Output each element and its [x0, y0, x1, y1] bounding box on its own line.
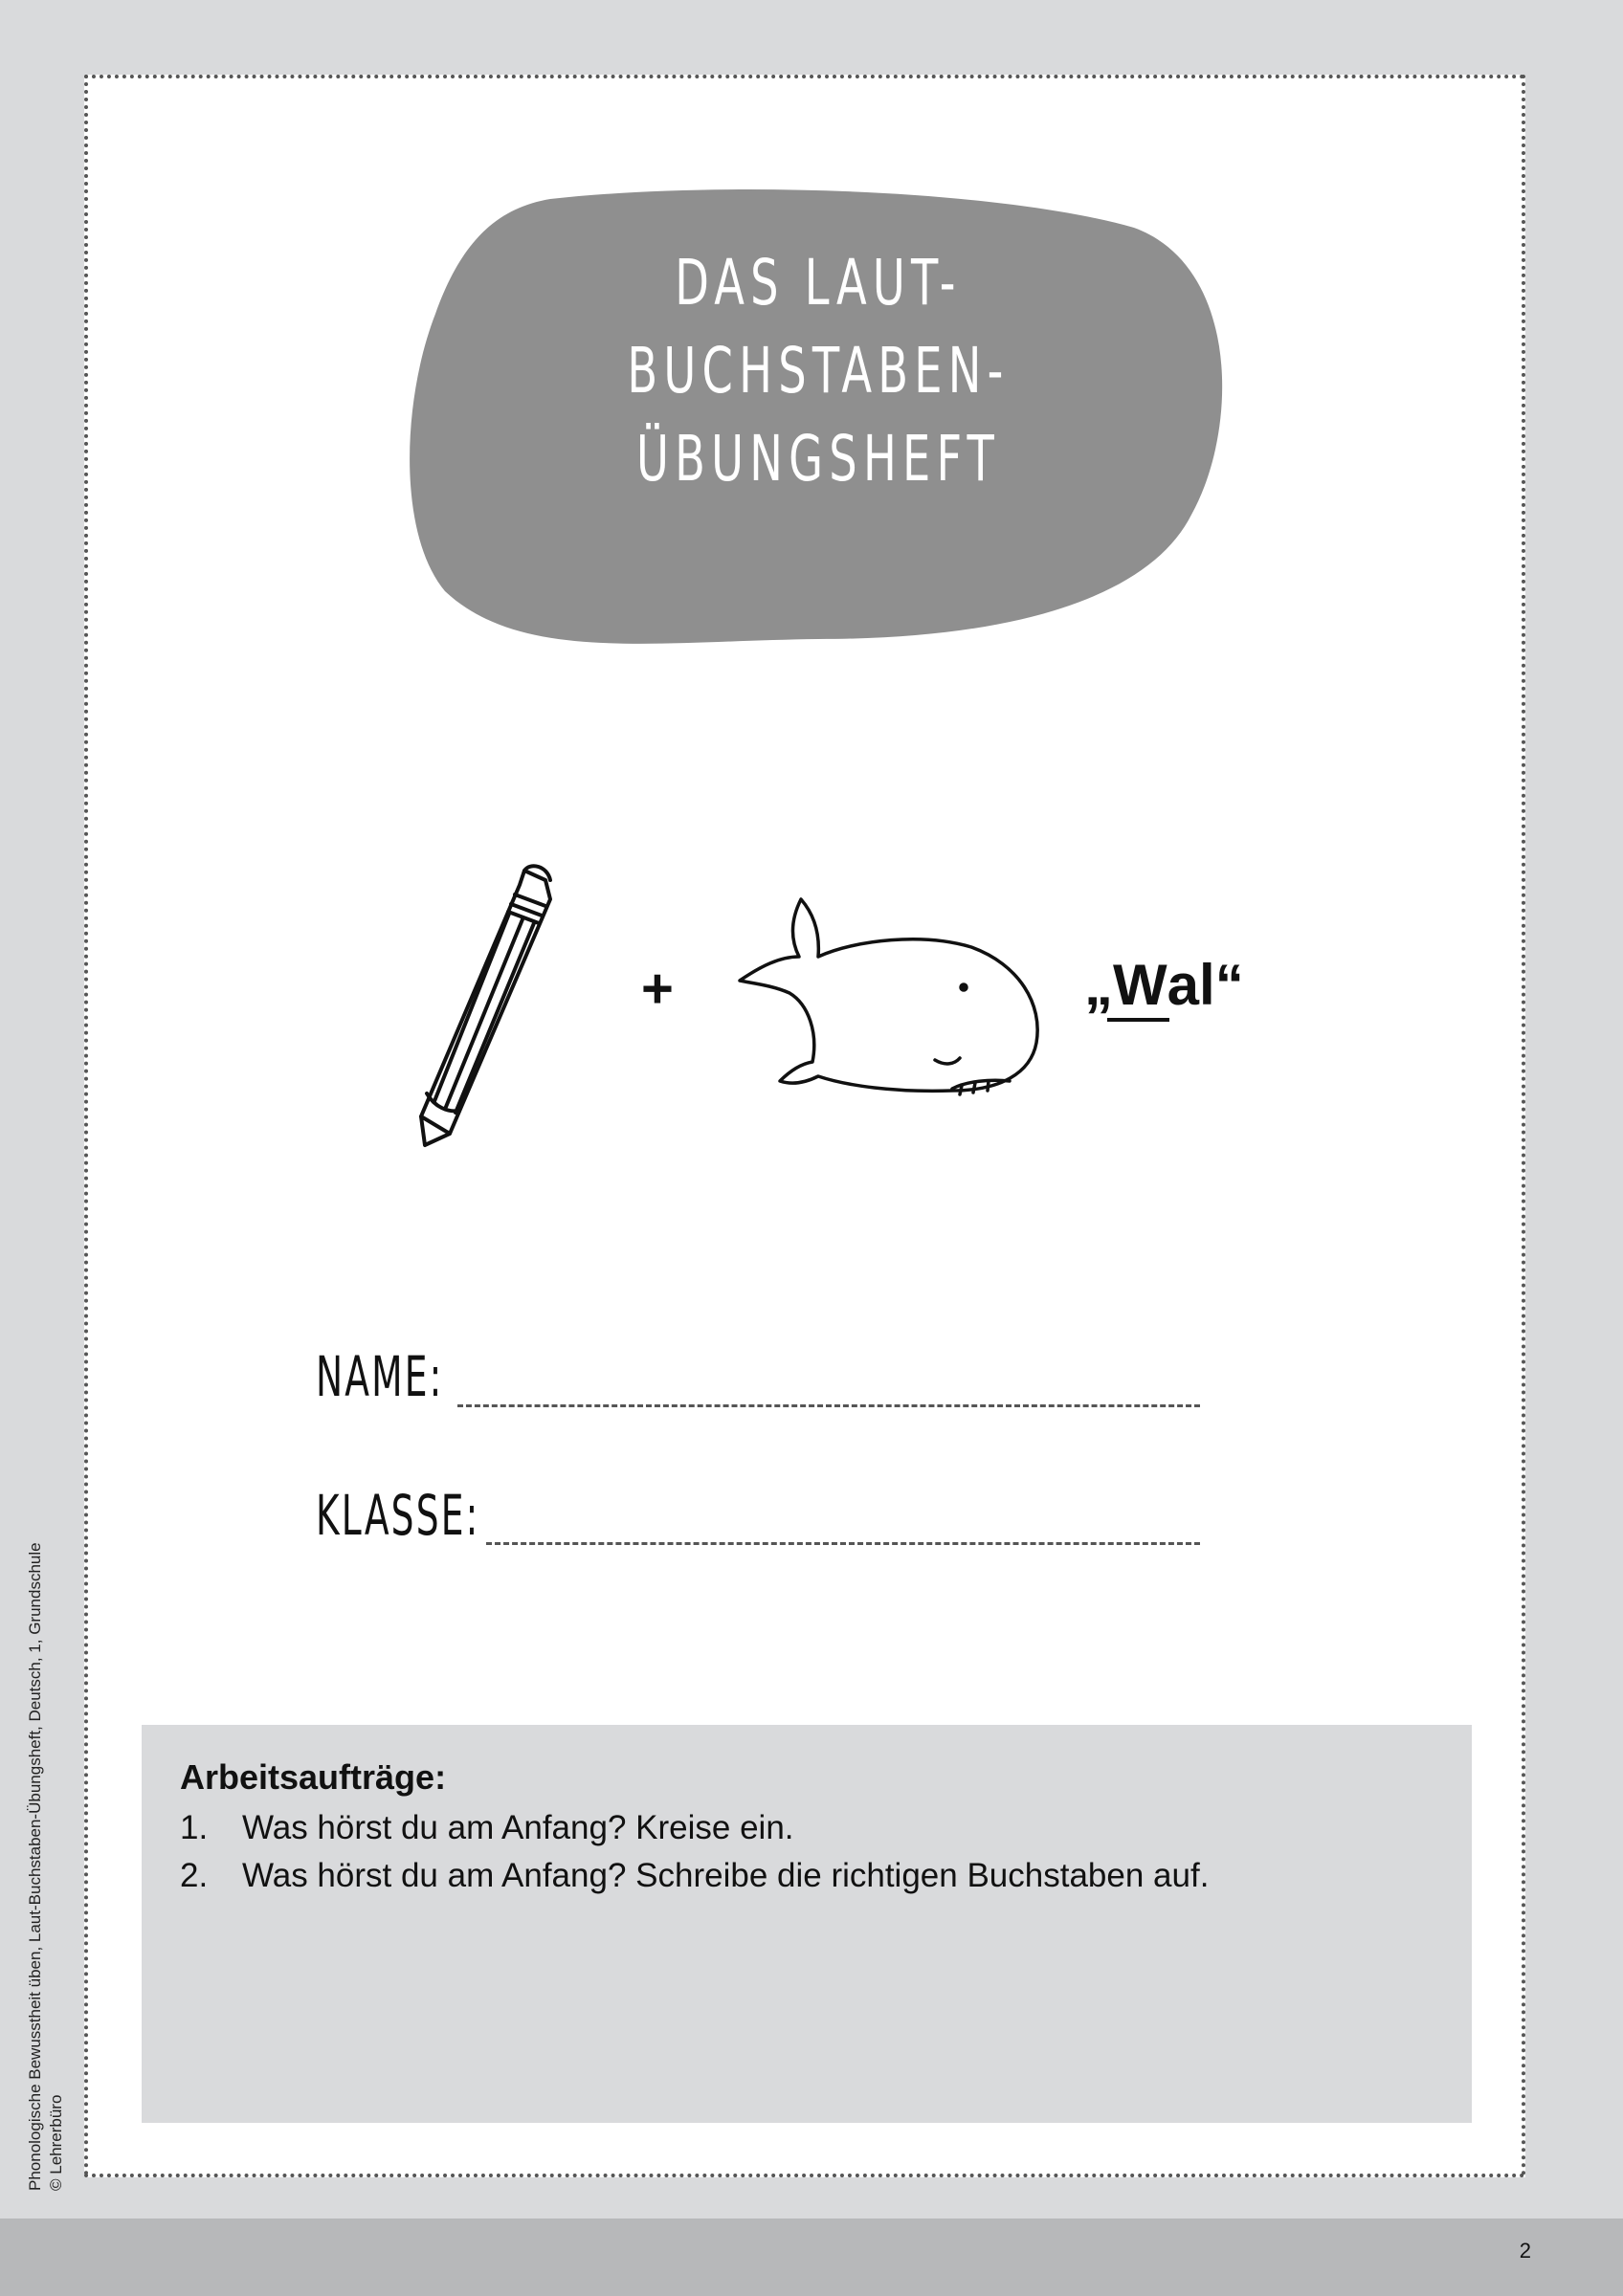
tasks-heading: Arbeitsaufträge: [180, 1757, 447, 1797]
title-line-1: DAS LAUT- [675, 246, 962, 320]
whale-icon [732, 890, 1048, 1100]
task-item: 2. Was hörst du am Anfang? Schreibe die richtigen Buchstaben auf. [180, 1857, 1210, 1894]
side-note [25, 1387, 67, 2191]
title-line-2: BUCHSTABEN- [627, 334, 1010, 408]
tasks-box [142, 1725, 1472, 2123]
class-field[interactable] [486, 1542, 1200, 1545]
quote-open: „ [1084, 953, 1113, 1017]
plus-sign: + [641, 958, 674, 1020]
page-title [407, 239, 1230, 503]
quote-close: “ [1214, 953, 1244, 1017]
side-note-line-2: © Lehrerbüro [47, 2094, 65, 2191]
name-label: NAME: [316, 1344, 444, 1409]
task-item: 1. Was hörst du am Anfang? Kreise ein. [180, 1809, 794, 1846]
pencil-icon [411, 856, 584, 1148]
side-note-line-1: Phonologische Bewusstheit üben, Laut-Buchstaben-Übungsheft, Deutsch, 1, Grundschule [26, 1542, 44, 2191]
page-number: 2 [1519, 2239, 1531, 2263]
class-label: KLASSE: [316, 1483, 480, 1548]
word-rest: al [1167, 953, 1215, 1017]
name-field[interactable] [457, 1404, 1200, 1407]
word-first-letter: W [1113, 953, 1167, 1017]
example-word [1084, 952, 1244, 1018]
title-line-3: ÜBUNGSHEFT [635, 422, 1001, 496]
footer-bar [0, 2219, 1623, 2296]
